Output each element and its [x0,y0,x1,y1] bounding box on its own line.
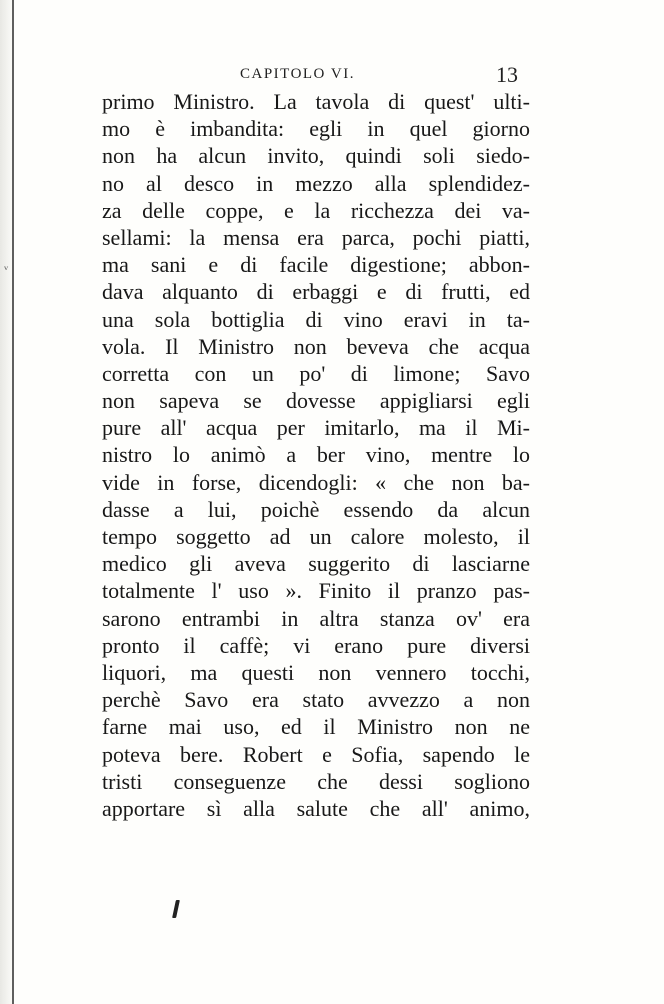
text-line: tristi conseguenze che dessi sogliono [102,768,530,794]
ink-mark [172,900,180,918]
text-line: primo Ministro. La tavola di quest' ulti- [102,89,530,114]
text-line: apportare sì alla salute che all' animo, [102,795,530,821]
text-line: totalmente l' uso ». Finito il pranzo pas- [102,578,530,604]
running-head: CAPITOLO VI. [240,66,355,82]
text-line: pronto il caffè; vi erano pure diversi [102,632,530,658]
body-text [102,88,530,822]
text-line: liquori, ma questi non vennero tocchi, [102,659,530,685]
text-line: za delle coppe, e la ricchezza dei va- [102,197,530,223]
text-line: pure all' acqua per imitarlo, ma il Mi- [102,415,530,441]
text-line: vide in forse, dicendogli: « che non ba- [102,469,530,495]
page-number: 13 [496,62,518,87]
text-line: non sapeva se dovesse appigliarsi egli [102,388,530,414]
text-line: nistro lo animò a ber vino, mentre lo [102,442,530,468]
text-line: ma sani e di facile digestione; abbon- [102,252,530,278]
binding-edge [12,0,14,1004]
text-line: poteva bere. Robert e Sofia, sapendo le [102,741,530,767]
text-line: medico gli aveva suggerito di lasciarne [102,551,530,577]
text-line: farne mai uso, ed il Ministro non ne [102,714,530,740]
text-line: mo è imbandita: egli in quel giorno [102,116,530,142]
text-line: dasse a lui, poichè essendo da alcun [102,496,530,522]
text-line: sarono entrambi in altra stanza ov' era [102,605,530,631]
text-line: corretta con un po' di limone; Savo [102,360,530,386]
text-line: non ha alcun invito, quindi soli siedo- [102,143,530,169]
margin-mark: ᵥ [4,258,9,273]
page-header [100,62,528,90]
text-line: dava alquanto di erbaggi e di frutti, ed [102,279,530,305]
binding-shadow [0,0,12,1004]
text-line: no al desco in mezzo alla splendidez- [102,170,530,196]
text-line: vola. Il Ministro non beveva che acqua [102,333,530,359]
text-line: tempo soggetto ad un calore molesto, il [102,524,530,549]
text-line: una sola bottiglia di vino eravi in ta- [102,306,530,332]
text-line: sellami: la mensa era parca, pochi piatti, [102,224,530,250]
text-line: perchè Savo era stato avvezzo a non [102,687,530,713]
